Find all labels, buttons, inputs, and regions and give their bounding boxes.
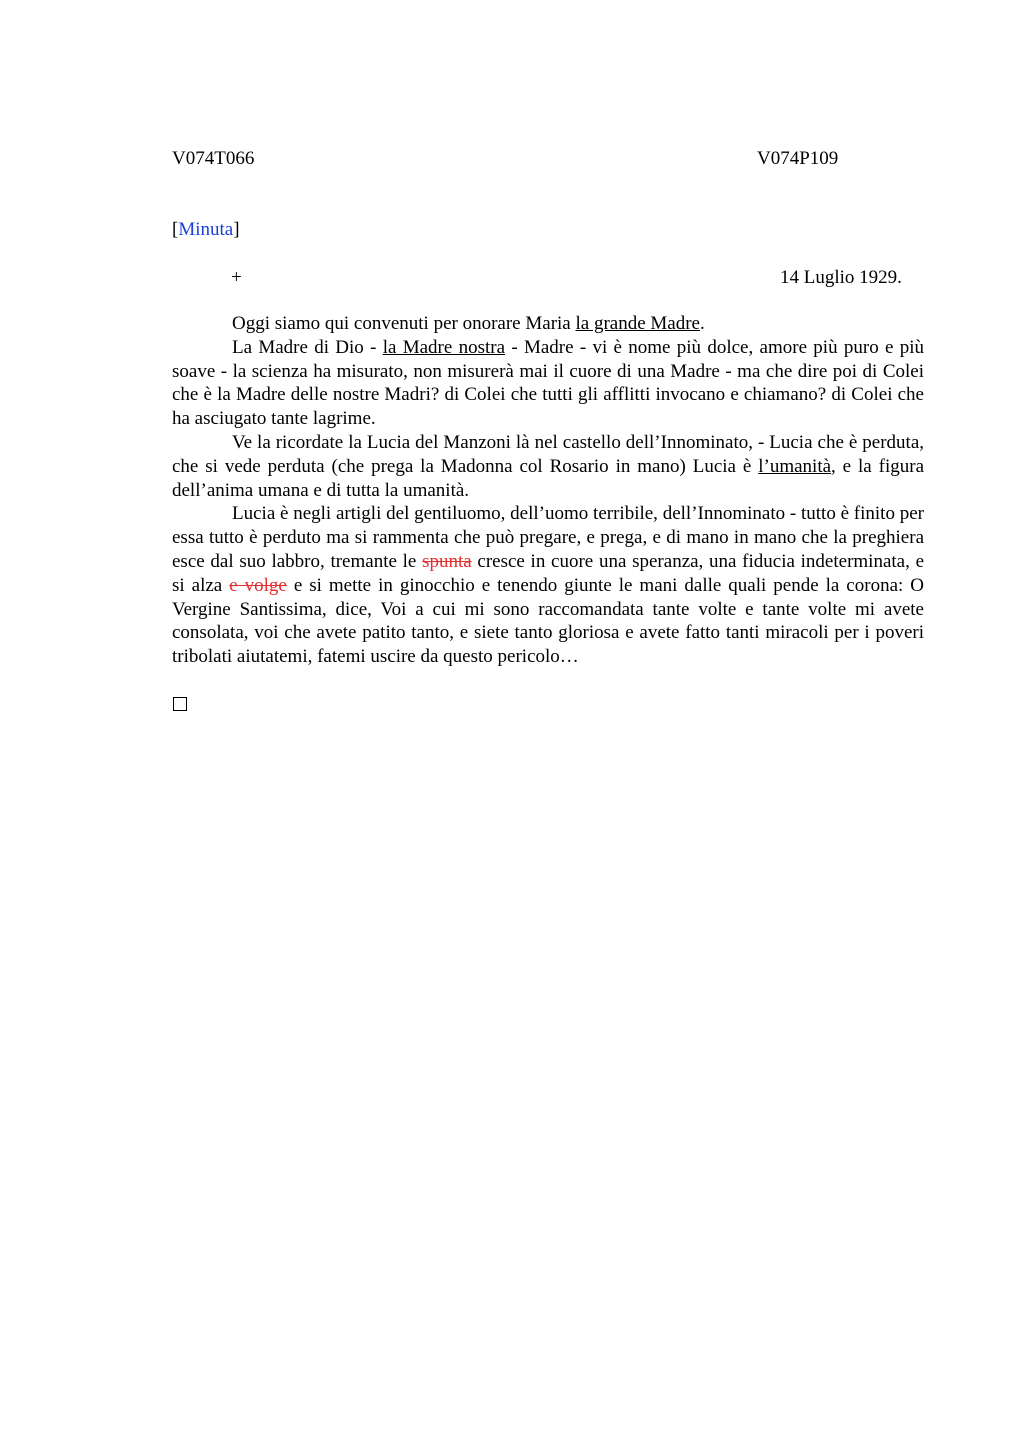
deleted-text: spunta [422, 550, 472, 572]
paragraph-3 [172, 431, 924, 502]
document-code-right: V074P109 [757, 148, 839, 169]
paragraph-4 [172, 502, 924, 669]
paragraph-2 [172, 336, 924, 431]
text-run: cresce in cuore una speranza, una fiducia indeterminata, e si alza [172, 550, 924, 596]
paragraph-1 [172, 312, 924, 336]
label-close-bracket: ] [233, 219, 240, 240]
underlined-text: la grande Madre [575, 313, 700, 334]
label-text: Minuta [178, 219, 234, 240]
text-run: . [699, 313, 705, 334]
document-code-left: V074T066 [172, 148, 255, 169]
cross-mark: + [231, 267, 242, 288]
text-run: , e la figura dell’anima umana e di tutta la umanità. [172, 455, 925, 501]
underlined-text: la Madre nostra [382, 336, 506, 358]
text-run: Lucia è negli artigli del gentiluomo, dell’uomo terribile, dell’Innominato - tutto è finito per essa tutto è perduto ma si rammenta che può pregare, e prega, e di mano in mano che la preghiera esce dal suo labbro, tremante le [172, 503, 924, 572]
underlined-text: l’umanità [758, 455, 832, 477]
text-run: Oggi siamo qui convenuti per onorare Maria [232, 313, 576, 334]
letter-date: 14 Luglio 1929. [780, 267, 902, 288]
end-of-text-box-icon [173, 697, 187, 711]
text-run: e si mette in ginocchio e tenendo giunte le mani dalle quali pende la corona: O Vergine Santissima, dice, Voi a cui mi sono raccomandata tante volte e tante volte mi avete consolata, voi che avete patito tanto, e siete tanto gloriosa e avete fatto tanti miracoli per i poveri tribolati aiutatemi, fatemi uscire da questo pericolo… [172, 574, 924, 668]
document-body [172, 312, 924, 669]
text-run: La Madre di Dio - [232, 336, 383, 358]
text-run: - Madre - vi è nome più dolce, amore più puro e più soave - la scienza ha misurato, non misurerà mai il cuore di una Madre - ma che dire poi di Colei che è la Madre delle nostre Madri? di Colei che tutti gli afflitti invocano e chiamano? di Colei che ha asciugato tante lagrime. [172, 336, 925, 430]
text-run: Ve la ricordate la Lucia del Manzoni là nel castello dell’Innominato, - Lucia che è perduta, che si vede perduta (che prega la Madonna col Rosario in mano) Lucia è [172, 431, 924, 477]
deleted-text: e volge [229, 574, 287, 596]
minuta-label [172, 218, 240, 242]
label-open-bracket: [ [172, 219, 179, 240]
